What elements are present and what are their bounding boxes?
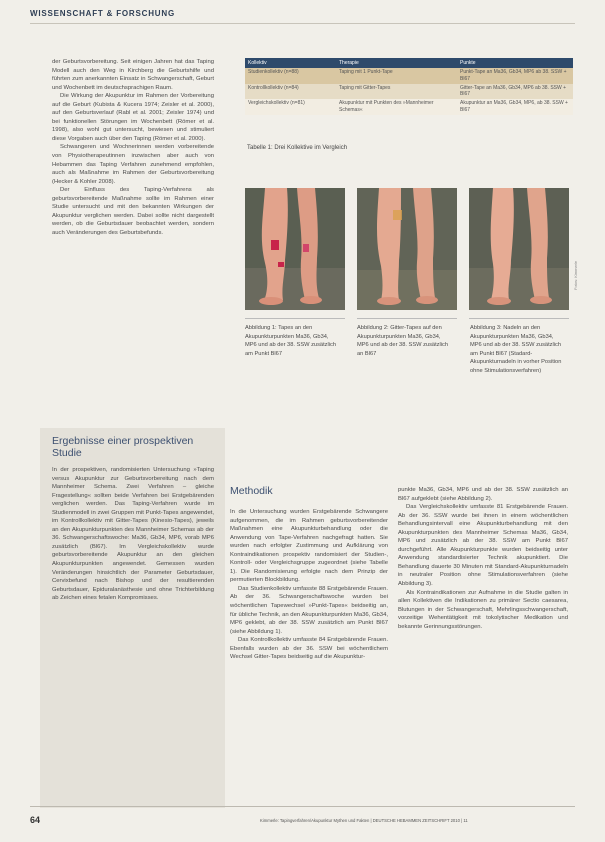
table-caption: Tabelle 1: Drei Kollektive im Vergleich xyxy=(247,145,348,151)
method-paragraph: Als Kontraindikationen zur Aufnahme in die Studie galten in allen Kollektiven die Indikationen zu primärer Sectio caesarea, Blutungen in der Schwangerschaft, Mehrlingsschwangerschaft, vorzeitige Wehentätigkeit mit tokolytischer Medikation und bekannte Gerinnungsstörungen. xyxy=(398,589,568,630)
caption-rule xyxy=(245,318,345,319)
table-header-cell: Therapie xyxy=(336,58,457,68)
header-rule xyxy=(30,23,575,24)
intro-column xyxy=(52,58,214,237)
caption-rule xyxy=(469,318,569,319)
method-column xyxy=(230,508,388,662)
table-cell: Studienkollektiv (n=88) xyxy=(245,68,336,84)
table-cell: Kontrollkollektiv (n=84) xyxy=(245,84,336,100)
table-cell: Vergleichskollektiv (n=81) xyxy=(245,99,336,115)
table-header-cell: Kollektiv xyxy=(245,58,336,68)
method-paragraph: Das Kontrollkollektiv umfasste 84 Erstgebärende Frauen. Ebenfalls wurden ab der 36. SSW bei wöchentlichem Wechsel Gitter-Tapes beidseitig auf die Akupunktur- xyxy=(230,637,388,661)
table-header-row xyxy=(245,58,573,68)
method-paragraph: Das Studienkollektiv umfasste 88 Erstgebärende Frauen. Ab der 36. Schwangerschaftswoche wurden bei wöchentlichen Tapewechsel »Punkt-Tapes« beidseitig an, für übliche Technik, an den Akupunkturpunkten Ma36, Gb34, MP6 geklebt, ab der 38. SSW zusätzlich am Punkt Bl67 (siehe Abbildung 1). xyxy=(230,585,388,635)
figure-caption: Abbildung 2: Gitter-Tapes auf den Akupunkturpunkten Ma36, Gb34, MP6 und ab der 38. SSW zusätzlich an Bl67 xyxy=(357,325,449,357)
method-paragraph: Das Vergleichskollektiv umfasste 81 Erstgebärende Frauen. Ab der 36. SSW wurde bei ihnen in einem wöchentlichen Behandlungsintervall eine Akupunkturbehandlung mit den Akupunkturpunkten des Mannheimer Schemas Ma36, Gb34, MP6 und zusätzlich ab der 38. SSW am Punkt Bl67 durchgeführt. Alle Akupunkturpunkte wurden beidseitig unter Anwendung standardisierter Technik akupunktiert. Die Behandlung dauerte 30 Minuten mit Standard-Akupunkturnadeln in neutraler Position ohne Stimulationsverfahren (siehe Abbildung 3). xyxy=(398,504,568,588)
legs-image xyxy=(357,188,457,310)
cohort-table xyxy=(245,58,573,115)
page-number: 64 xyxy=(30,815,41,825)
figure-caption: Abbildung 3: Nadeln an den Akupunkturpunkten Ma36, Gb34, MP6 und ab der 38. SSW zusätzlich am Punkt Bl67 (Stadard-Akupunkturnadeln in vorher Position ohne Stimulationsverfahren) xyxy=(470,325,562,374)
table-cell: Gitter-Tape an Ma36, Gb34, MP6 ab 38. SSW + Bl67 xyxy=(457,84,573,100)
table-row xyxy=(245,68,573,84)
results-paragraph: In der prospektiven, randomisierten Untersuchung »Taping versus Akupunktur zur Geburtsvorbereitung nach dem Mannheimer Schema. Zwei Verfahren – gleiche Fragestellung« sollten beide Verfahren bei Erstgebärenden verglichen werden. Das Taping-Verfahren wurde im Studienmodell in zwei Gruppen mit Punkt-Tapes angewendet, im Kontrollkollektiv mit Gitter-Tapes (Kinesio-Tapes), jeweils an den Akupunkturpunkten des Mannheimer Schemas ab der 36. Schwangerschaftswoche: Ma36, Gb34, MP6, vorab MP6 zusätzlich (Bl67). Im Vergleichskollektiv wurde geburtsvorbereitende Akupunktur an den gleichen Akupunkturpunkten angewendet. Gemessen wurden Veränderungen hinsichtlich der Parameter Geburtsdauer, Cervixbefund nach Bishop und der resultierenden Geburtsdauer, Epiduralanästhesie und ohne Trichterbildung ab Zeichen eines fetalen Kompromisses. xyxy=(52,467,214,602)
figure-caption: Abbildung 1: Tapes an den Akupunkturpunkten Ma36, Gb34, MP6 und ab der 38. SSW zusätzlich am Punkt Bl67 xyxy=(245,325,337,357)
table-row xyxy=(245,99,573,115)
footer-citation: Kimmerle: Tapingverfahren/Akupunktur Mythen und Fakten | DEUTSCHE HEBAMMEN ZEITSCHRIFT 2010 | 11 xyxy=(260,818,468,823)
section-header: WISSENSCHAFT & FORSCHUNG xyxy=(30,9,175,18)
intro-paragraph: der Geburtsvorbereitung. Seit einigen Jahren hat das Taping Modell auch den Weg in Kirchberg die Geburtshilfe und führten zum anerkannten Einsatz in Schwangerschaft, Geburt und Wochenbett im deutschsprachigen Raum. xyxy=(52,59,214,91)
intro-paragraph: Schwangeren und Wochnerinnen werden vorbereitende von Physiotherapeutinnen inzwischen aber auch von Hebammen das Taping Verfahren zunehmend empfohlen, auch als Maßnahme im Rahmen der Geburtsvorbereitung (Hecker & Kohler 2008). xyxy=(52,144,214,185)
footer-rule xyxy=(30,806,575,807)
table-cell: Akupunktur mit Punkten des »Mannheimer Schemas« xyxy=(336,99,457,115)
method-paragraph: In die Untersuchung wurden Erstgebärende Schwangere aufgenommen, die im Rahmen geburtsvorbereitender Maßnahmen eine Akupunkturbehandlung oder die Anwendung von Tape-Verfahren nachgefragt hatten. Sie wurden nach erfolgter Zustimmung und Aufklärung von Kontraindikationen prospektiv randomisiert der Studien-, Kontroll- oder Vergleichsgruppe zugeordnet (siehe Tabelle 1). Die Randomisierung erfolgte nach dem Prinzip der permutierten Blockbildung. xyxy=(230,509,388,584)
table-header-cell: Punkte xyxy=(457,58,573,68)
results-heading: Ergebnisse einer prospektiven Studie xyxy=(52,435,194,459)
caption-rule xyxy=(357,318,457,319)
table-row xyxy=(245,84,573,100)
photo-legs-needles xyxy=(469,188,569,310)
table-cell: Punkt-Tape an Ma36, Gb34, MP6 ab 38. SSW + Bl67 xyxy=(457,68,573,84)
table-cell: Taping mit 1 Punkt-Tape xyxy=(336,68,457,84)
intro-paragraph: Die Wirkung der Akupunktur im Rahmen der Vorbereitung auf die Geburt (Kubista & Kucera 1974; Zeisler et al. 2000), auf den Geburtsverlauf (Rabl et al. 2001; Zeisler 1974) und bei funktionellen Störungen im Wochenbett (Römer et al. 1998), also wohl gut untersucht, bewiesen und stimuliert diese Vorgaben auch über den Taping (Römer et al. 2000). xyxy=(52,93,214,142)
intro-paragraph: Der Einfluss des Taping-Verfahrens als geburtsvorbereitende Maßnahme sollte im Rahmen einer Studie untersucht und mit den bekannten Wirkungen der Akupunktur verglichen werden. Dabei sollte nicht dargestellt werden, ob die Geburtsdauer beobachtet werden, sondern auch Veränderungen des Geburtsbefunds. xyxy=(52,187,214,236)
photo-legs-gitter-tapes xyxy=(357,188,457,310)
legs-image xyxy=(245,188,345,310)
table-cell: Akupunktur an Ma36, Gb34, MP6, ab 38. SSW + Bl67 xyxy=(457,99,573,115)
photo-legs-punkt-tapes xyxy=(245,188,345,310)
method-column-continued xyxy=(398,486,568,631)
legs-image xyxy=(469,188,569,310)
photo-credit: Fotos: Kimmerle xyxy=(573,260,578,290)
method-paragraph: punkte Ma36, Gb34, MP6 und ab der 38. SSW zusätzlich an Bl67 aufgeklebt (siehe Abbildung 2). xyxy=(398,487,568,502)
method-heading: Methodik xyxy=(230,485,273,497)
table-cell: Taping mit Gitter-Tapes xyxy=(336,84,457,100)
results-column xyxy=(52,466,214,603)
